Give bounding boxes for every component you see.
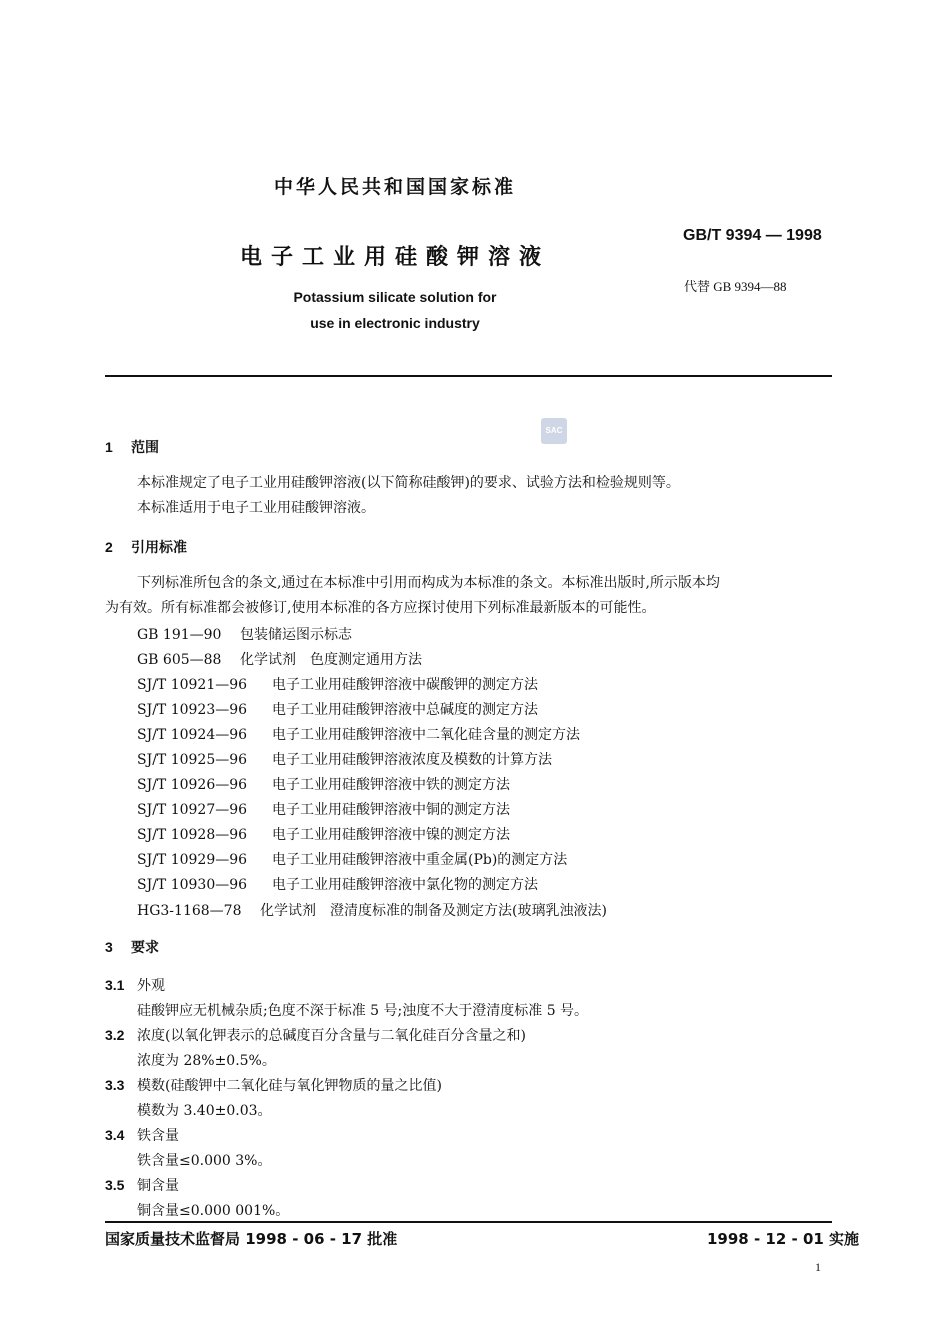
reference-title: 电子工业用硅酸钾溶液中碳酸钾的测定方法 bbox=[272, 677, 538, 693]
reference-code: GB 191—90 bbox=[137, 627, 222, 643]
reference-code: SJ/T 10921—96 bbox=[137, 677, 248, 693]
reference-code: SJ/T 10926—96 bbox=[137, 777, 248, 793]
section-3-number: 3 bbox=[105, 939, 113, 955]
requirement-title: 浓度(以氧化钾表示的总碱度百分含量与二氧化硅百分含量之和) bbox=[137, 1028, 526, 1044]
requirement-body: 硅酸钾应无机械杂质;色度不深于标准 5 号;浊度不大于澄清度标准 5 号。 bbox=[137, 1003, 589, 1019]
reference-code: HG3-1168—78 bbox=[137, 903, 242, 919]
org-title: 中华人民共和国国家标准 bbox=[273, 176, 516, 198]
reference-title: 电子工业用硅酸钾溶液中铁的测定方法 bbox=[272, 777, 510, 793]
reference-code: SJ/T 10927—96 bbox=[137, 802, 248, 818]
section-2-number: 2 bbox=[105, 539, 113, 555]
requirement-number: 3.2 bbox=[105, 1027, 125, 1043]
section-1-paragraph-2: 本标准适用于电子工业用硅酸钾溶液。 bbox=[137, 500, 375, 516]
section-3-title: 要求 bbox=[131, 940, 159, 956]
reference-title: 电子工业用硅酸钾溶液中二氧化硅含量的测定方法 bbox=[272, 727, 580, 743]
reference-code: SJ/T 10923—96 bbox=[137, 702, 248, 718]
reference-title: 电子工业用硅酸钾溶液中总碱度的测定方法 bbox=[272, 702, 538, 718]
reference-code: GB 605—88 bbox=[137, 652, 222, 668]
requirement-number: 3.3 bbox=[105, 1077, 125, 1093]
reference-item bbox=[137, 900, 607, 920]
reference-item bbox=[137, 749, 552, 769]
requirement-body: 浓度为 28%±0.5%。 bbox=[137, 1053, 276, 1069]
reference-item bbox=[137, 874, 538, 894]
approval-date: 国家质量技术监督局 1998 - 06 - 17 批准 bbox=[105, 1230, 398, 1248]
reference-code: SJ/T 10925—96 bbox=[137, 752, 248, 768]
page-number: 1 bbox=[815, 1260, 821, 1274]
page-title: 电子工业用硅酸钾溶液 bbox=[239, 245, 550, 270]
reference-title: 电子工业用硅酸钾溶液浓度及模数的计算方法 bbox=[272, 752, 552, 768]
requirement-title: 铜含量 bbox=[137, 1178, 179, 1194]
reference-item bbox=[137, 724, 580, 744]
english-title-line-2: use in electronic industry bbox=[310, 315, 480, 331]
reference-code: SJ/T 10929—96 bbox=[137, 852, 248, 868]
reference-item bbox=[137, 774, 510, 794]
english-title-line-1: Potassium silicate solution for bbox=[293, 289, 497, 305]
requirement-title: 模数(硅酸钾中二氧化硅与氧化钾物质的量之比值) bbox=[137, 1078, 442, 1094]
reference-title: 电子工业用硅酸钾溶液中重金属(Pb)的测定方法 bbox=[272, 852, 568, 868]
section-1-paragraph-1: 本标准规定了电子工业用硅酸钾溶液(以下简称硅酸钾)的要求、试验方法和检验规则等。 bbox=[137, 475, 680, 491]
requirement-number: 3.1 bbox=[105, 977, 125, 993]
section-1-title: 范围 bbox=[131, 440, 159, 456]
reference-code: SJ/T 10924—96 bbox=[137, 727, 248, 743]
reference-item bbox=[137, 699, 538, 719]
section-2-heading bbox=[105, 537, 187, 557]
reference-title: 化学试剂 色度测定通用方法 bbox=[240, 652, 422, 668]
reference-item bbox=[137, 649, 422, 669]
reference-title: 化学试剂 澄清度标准的制备及测定方法(玻璃乳浊液法) bbox=[260, 903, 607, 919]
reference-item bbox=[137, 674, 538, 694]
requirement-number: 3.5 bbox=[105, 1177, 125, 1193]
requirement-heading bbox=[105, 1075, 442, 1095]
sac-watermark-icon: SAC bbox=[541, 418, 567, 444]
reference-title: 包装储运图示标志 bbox=[240, 627, 352, 643]
requirement-body: 铜含量≤0.000 001%。 bbox=[137, 1203, 290, 1219]
standard-code: GB/T 9394 — 1998 bbox=[683, 227, 822, 244]
requirement-title: 铁含量 bbox=[137, 1128, 179, 1144]
reference-item bbox=[137, 824, 510, 844]
requirement-heading bbox=[105, 1025, 526, 1045]
effective-date: 1998 - 12 - 01 实施 bbox=[707, 1230, 860, 1248]
reference-code: SJ/T 10930—96 bbox=[137, 877, 248, 893]
reference-item bbox=[137, 849, 567, 869]
requirement-title: 外观 bbox=[137, 978, 165, 994]
reference-title: 电子工业用硅酸钾溶液中镍的测定方法 bbox=[272, 827, 510, 843]
reference-code: SJ/T 10928—96 bbox=[137, 827, 248, 843]
header-divider bbox=[105, 375, 832, 377]
reference-item bbox=[137, 799, 510, 819]
replaces-note: 代替 GB 9394—88 bbox=[684, 279, 787, 294]
reference-title: 电子工业用硅酸钾溶液中氯化物的测定方法 bbox=[272, 877, 538, 893]
section-3-heading bbox=[105, 937, 159, 957]
reference-item bbox=[137, 624, 352, 644]
section-2-intro-line-2: 为有效。所有标准都会被修订,使用本标准的各方应探讨使用下列标准最新版本的可能性。 bbox=[105, 600, 656, 616]
section-2-title: 引用标准 bbox=[131, 540, 187, 556]
requirement-heading bbox=[105, 1125, 179, 1145]
requirement-body: 铁含量≤0.000 3%。 bbox=[137, 1153, 272, 1169]
requirement-heading bbox=[105, 975, 165, 995]
requirement-number: 3.4 bbox=[105, 1127, 125, 1143]
footer-divider bbox=[105, 1221, 832, 1223]
section-1-heading bbox=[105, 437, 159, 457]
section-2-intro-line-1: 下列标准所包含的条文,通过在本标准中引用而构成为本标准的条文。本标准出版时,所示版本均 bbox=[137, 575, 720, 591]
requirement-heading bbox=[105, 1175, 179, 1195]
requirement-body: 模数为 3.40±0.03。 bbox=[137, 1103, 272, 1119]
reference-title: 电子工业用硅酸钾溶液中铜的测定方法 bbox=[272, 802, 510, 818]
section-1-number: 1 bbox=[105, 439, 113, 455]
